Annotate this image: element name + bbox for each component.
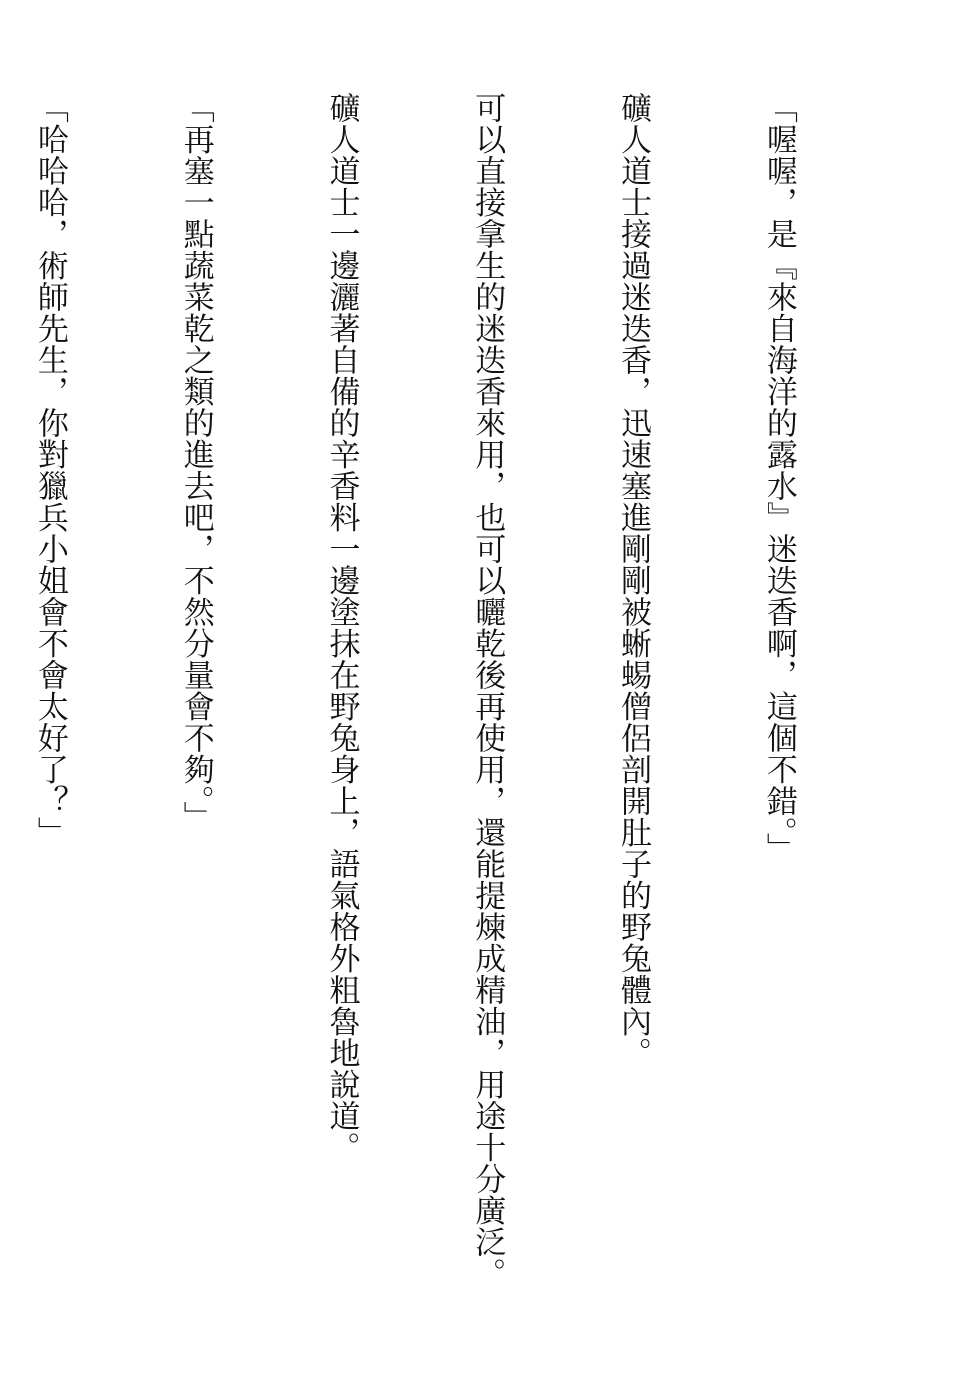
- text-line: 礦人道士一邊灑著自備的辛香料一邊塗抹在野兔身上，語氣格外粗魯地說道。: [323, 92, 360, 1163]
- text-line: 礦人道士接過迷迭香，迅速塞進剛剛被蜥蜴僧侶剖開肚子的野兔體內。: [615, 92, 652, 1069]
- text-line: 「哈哈哈，術師先生，你對獵兵小姐會不會太好了？」: [31, 92, 68, 848]
- text-line: 「再塞一點蔬菜乾之類的進去吧，不然分量會不夠。」: [177, 92, 214, 833]
- text-line: 「喔喔，是『來自海洋的露水』迷迭香啊，這個不錯。」: [760, 92, 797, 864]
- text-line: 可以直接拿生的迷迭香來用，也可以曬乾後再使用，還能提煉成精油，用途十分廣泛。: [469, 92, 506, 1289]
- vertical-text-block: [0, 92, 900, 1292]
